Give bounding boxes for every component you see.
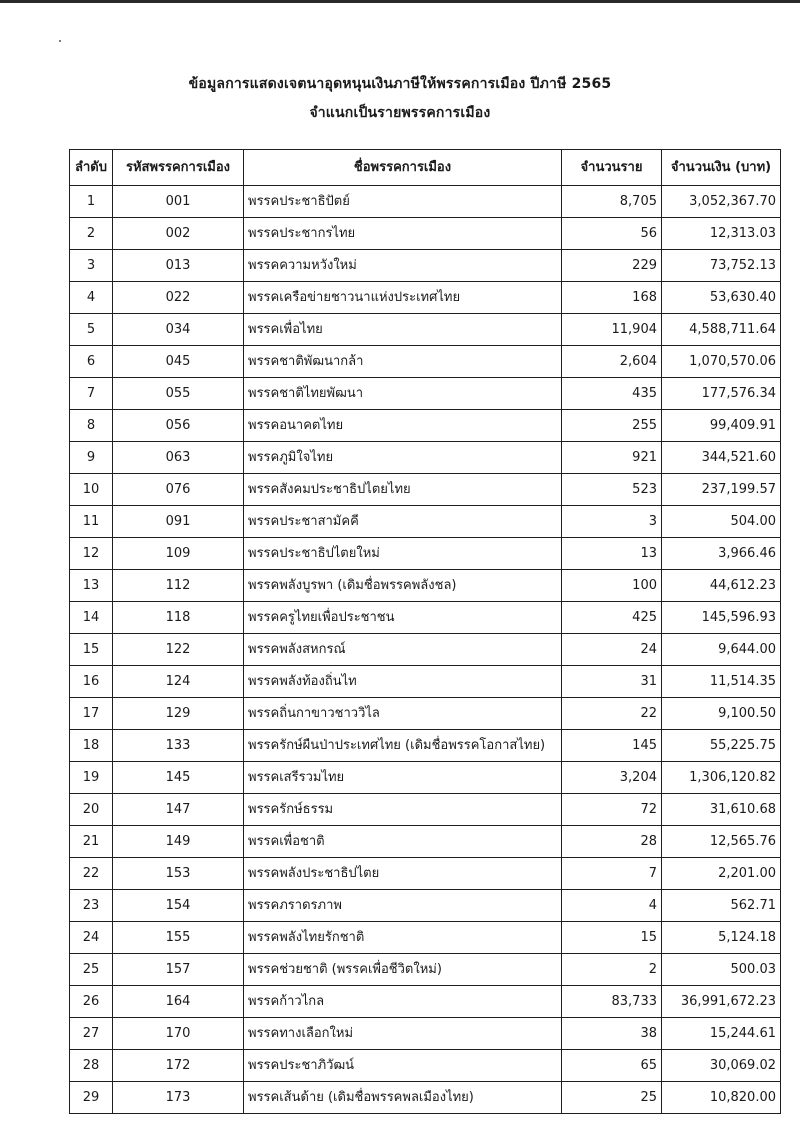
- donor-count: 435: [562, 378, 662, 410]
- party-name: พรรคเครือข่ายชาวนาแห่งประเทศไทย: [244, 282, 562, 314]
- donor-count: 38: [562, 1018, 662, 1050]
- party-name: พรรครักษ์ผืนป่าประเทศไทย (เดิมชื่อพรรคโอกาสไทย): [244, 730, 562, 762]
- party-code: 149: [113, 826, 244, 858]
- party-code: 122: [113, 634, 244, 666]
- donor-count: 145: [562, 730, 662, 762]
- party-code: 056: [113, 410, 244, 442]
- donor-count: 7: [562, 858, 662, 890]
- donor-count: 425: [562, 602, 662, 634]
- donation-amount: 12,565.76: [662, 826, 781, 858]
- table-row: [70, 410, 781, 442]
- table-row: [70, 890, 781, 922]
- donor-count: 22: [562, 698, 662, 730]
- row-number: 26: [70, 986, 113, 1018]
- table-row: [70, 506, 781, 538]
- donor-count: 15: [562, 922, 662, 954]
- row-number: 8: [70, 410, 113, 442]
- party-name: พรรคชาติพัฒนากล้า: [244, 346, 562, 378]
- row-number: 2: [70, 218, 113, 250]
- table-header-row: [70, 150, 781, 186]
- party-code: 034: [113, 314, 244, 346]
- donor-count: 100: [562, 570, 662, 602]
- party-name: พรรคอนาคตไทย: [244, 410, 562, 442]
- party-name: พรรคเส้นด้าย (เดิมชื่อพรรคพลเมืองไทย): [244, 1082, 562, 1114]
- donor-count: 921: [562, 442, 662, 474]
- party-code: 091: [113, 506, 244, 538]
- row-number: 29: [70, 1082, 113, 1114]
- party-code: 145: [113, 762, 244, 794]
- party-code: 154: [113, 890, 244, 922]
- row-number: 23: [70, 890, 113, 922]
- table-row: [70, 186, 781, 218]
- party-name: พรรคช่วยชาติ (พรรคเพื่อชีวิตใหม่): [244, 954, 562, 986]
- row-number: 28: [70, 1050, 113, 1082]
- party-name: พรรคเสรีรวมไทย: [244, 762, 562, 794]
- table-row: [70, 826, 781, 858]
- header-count: จำนวนราย: [562, 150, 662, 186]
- donation-amount: 9,100.50: [662, 698, 781, 730]
- header-party-code: รหัสพรรคการเมือง: [113, 150, 244, 186]
- donation-amount: 53,630.40: [662, 282, 781, 314]
- table-row: [70, 474, 781, 506]
- party-name: พรรคพลังไทยรักชาติ: [244, 922, 562, 954]
- donor-count: 25: [562, 1082, 662, 1114]
- header-no: ลำดับ: [70, 150, 113, 186]
- donor-count: 3,204: [562, 762, 662, 794]
- row-number: 13: [70, 570, 113, 602]
- header-amount: จำนวนเงิน (บาท): [662, 150, 781, 186]
- table-row: [70, 346, 781, 378]
- donation-amount: 73,752.13: [662, 250, 781, 282]
- party-name: พรรคพลังสหกรณ์: [244, 634, 562, 666]
- party-name: พรรคภราดรภาพ: [244, 890, 562, 922]
- party-code: 124: [113, 666, 244, 698]
- donation-amount: 55,225.75: [662, 730, 781, 762]
- party-code: 076: [113, 474, 244, 506]
- row-number: 17: [70, 698, 113, 730]
- party-name: พรรครักษ์ธรรม: [244, 794, 562, 826]
- donor-count: 65: [562, 1050, 662, 1082]
- party-name: พรรคถิ่นกาขาวชาววิไล: [244, 698, 562, 730]
- row-number: 22: [70, 858, 113, 890]
- donation-amount: 9,644.00: [662, 634, 781, 666]
- table-row: [70, 378, 781, 410]
- table-row: [70, 282, 781, 314]
- party-code: 133: [113, 730, 244, 762]
- row-number: 4: [70, 282, 113, 314]
- party-code: 170: [113, 1018, 244, 1050]
- donor-count: 4: [562, 890, 662, 922]
- table-row: [70, 1018, 781, 1050]
- party-code: 147: [113, 794, 244, 826]
- party-code: 157: [113, 954, 244, 986]
- page-top-border: [0, 0, 800, 3]
- party-code: 002: [113, 218, 244, 250]
- party-code: 109: [113, 538, 244, 570]
- donation-amount: 500.03: [662, 954, 781, 986]
- donation-amount: 344,521.60: [662, 442, 781, 474]
- donor-count: 229: [562, 250, 662, 282]
- party-name: พรรคครูไทยเพื่อประชาชน: [244, 602, 562, 634]
- party-name: พรรคภูมิใจไทย: [244, 442, 562, 474]
- row-number: 15: [70, 634, 113, 666]
- table-body: [70, 186, 781, 1114]
- party-name: พรรคประชาธิปไตยใหม่: [244, 538, 562, 570]
- party-name: พรรคประชากรไทย: [244, 218, 562, 250]
- row-number: 5: [70, 314, 113, 346]
- donor-count: 83,733: [562, 986, 662, 1018]
- header-party-name: ชื่อพรรคการเมือง: [244, 150, 562, 186]
- row-number: 18: [70, 730, 113, 762]
- donation-amount: 36,991,672.23: [662, 986, 781, 1018]
- donor-count: 255: [562, 410, 662, 442]
- donation-amount: 5,124.18: [662, 922, 781, 954]
- donor-count: 24: [562, 634, 662, 666]
- donor-count: 56: [562, 218, 662, 250]
- table-row: [70, 698, 781, 730]
- party-code: 022: [113, 282, 244, 314]
- donor-count: 3: [562, 506, 662, 538]
- document-subtitle: จำแนกเป็นรายพรรคการเมือง: [309, 105, 491, 121]
- donor-count: 2: [562, 954, 662, 986]
- row-number: 11: [70, 506, 113, 538]
- party-code: 045: [113, 346, 244, 378]
- row-number: 25: [70, 954, 113, 986]
- donor-count: 8,705: [562, 186, 662, 218]
- party-code: 118: [113, 602, 244, 634]
- document-title: ข้อมูลการแสดงเจตนาอุดหนุนเงินภาษีให้พรรคการเมือง ปีภาษี 2565: [188, 76, 612, 92]
- row-number: 16: [70, 666, 113, 698]
- donor-count: 13: [562, 538, 662, 570]
- table-row: [70, 538, 781, 570]
- table-row: [70, 762, 781, 794]
- donation-amount: 3,966.46: [662, 538, 781, 570]
- party-name: พรรคพลังบูรพา (เดิมชื่อพรรคพลังชล): [244, 570, 562, 602]
- row-number: 9: [70, 442, 113, 474]
- party-code: 112: [113, 570, 244, 602]
- donation-amount: 11,514.35: [662, 666, 781, 698]
- row-number: 27: [70, 1018, 113, 1050]
- donation-amount: 44,612.23: [662, 570, 781, 602]
- party-code: 172: [113, 1050, 244, 1082]
- row-number: 7: [70, 378, 113, 410]
- donor-count: 28: [562, 826, 662, 858]
- donor-count: 523: [562, 474, 662, 506]
- row-number: 12: [70, 538, 113, 570]
- table-row: [70, 954, 781, 986]
- donation-amount: 2,201.00: [662, 858, 781, 890]
- scan-speck: [59, 40, 61, 42]
- donor-count: 2,604: [562, 346, 662, 378]
- row-number: 14: [70, 602, 113, 634]
- row-number: 21: [70, 826, 113, 858]
- donation-amount: 1,070,570.06: [662, 346, 781, 378]
- table-row: [70, 218, 781, 250]
- donation-amount: 12,313.03: [662, 218, 781, 250]
- party-code: 155: [113, 922, 244, 954]
- row-number: 3: [70, 250, 113, 282]
- donation-amount: 15,244.61: [662, 1018, 781, 1050]
- row-number: 1: [70, 186, 113, 218]
- party-code: 055: [113, 378, 244, 410]
- donation-amount: 99,409.91: [662, 410, 781, 442]
- donation-amount: 30,069.02: [662, 1050, 781, 1082]
- donation-amount: 4,588,711.64: [662, 314, 781, 346]
- table-row: [70, 442, 781, 474]
- party-name: พรรคก้าวไกล: [244, 986, 562, 1018]
- table-row: [70, 250, 781, 282]
- donation-amount: 504.00: [662, 506, 781, 538]
- table-row: [70, 634, 781, 666]
- donation-amount: 177,576.34: [662, 378, 781, 410]
- table-row: [70, 794, 781, 826]
- table-row: [70, 922, 781, 954]
- donation-amount: 145,596.93: [662, 602, 781, 634]
- row-number: 24: [70, 922, 113, 954]
- donation-amount: 562.71: [662, 890, 781, 922]
- party-name: พรรคพลังท้องถิ่นไท: [244, 666, 562, 698]
- table-row: [70, 602, 781, 634]
- table-row: [70, 986, 781, 1018]
- party-name: พรรคประชาภิวัฒน์: [244, 1050, 562, 1082]
- party-code: 164: [113, 986, 244, 1018]
- party-code: 013: [113, 250, 244, 282]
- donation-amount: 3,052,367.70: [662, 186, 781, 218]
- party-code: 129: [113, 698, 244, 730]
- table-row: [70, 858, 781, 890]
- party-name: พรรคสังคมประชาธิปไตยไทย: [244, 474, 562, 506]
- party-code: 001: [113, 186, 244, 218]
- table-row: [70, 730, 781, 762]
- donation-amount: 31,610.68: [662, 794, 781, 826]
- party-donation-table: [69, 149, 781, 1114]
- donation-amount: 10,820.00: [662, 1082, 781, 1114]
- table-row: [70, 570, 781, 602]
- party-name: พรรคชาติไทยพัฒนา: [244, 378, 562, 410]
- party-code: 063: [113, 442, 244, 474]
- party-code: 173: [113, 1082, 244, 1114]
- party-name: พรรคทางเลือกใหม่: [244, 1018, 562, 1050]
- row-number: 20: [70, 794, 113, 826]
- party-name: พรรคความหวังใหม่: [244, 250, 562, 282]
- donor-count: 72: [562, 794, 662, 826]
- table-row: [70, 1082, 781, 1114]
- table-row: [70, 666, 781, 698]
- row-number: 19: [70, 762, 113, 794]
- row-number: 6: [70, 346, 113, 378]
- party-name: พรรคประชาสามัคคี: [244, 506, 562, 538]
- row-number: 10: [70, 474, 113, 506]
- table-row: [70, 314, 781, 346]
- donation-amount: 1,306,120.82: [662, 762, 781, 794]
- party-name: พรรคพลังประชาธิปไตย: [244, 858, 562, 890]
- table-row: [70, 1050, 781, 1082]
- party-name: พรรคเพื่อไทย: [244, 314, 562, 346]
- donor-count: 11,904: [562, 314, 662, 346]
- party-name: พรรคเพื่อชาติ: [244, 826, 562, 858]
- party-code: 153: [113, 858, 244, 890]
- donation-amount: 237,199.57: [662, 474, 781, 506]
- donor-count: 31: [562, 666, 662, 698]
- donor-count: 168: [562, 282, 662, 314]
- party-name: พรรคประชาธิปัตย์: [244, 186, 562, 218]
